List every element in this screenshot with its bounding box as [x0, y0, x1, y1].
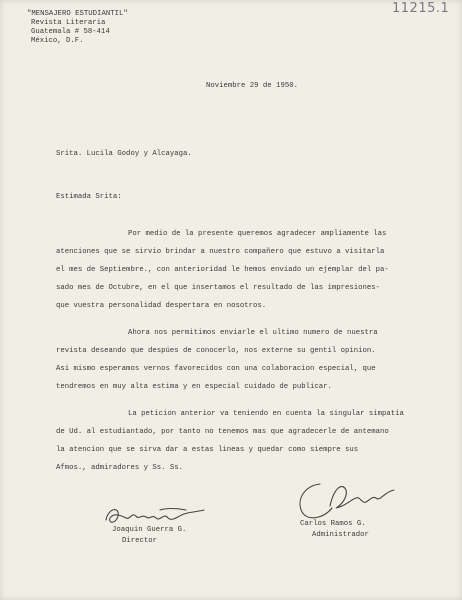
letterhead-street: Guatemala # 58-414 — [31, 28, 110, 36]
paragraph-line: tendremos en muy alta estima y en especial cuidado de publicar. — [56, 383, 332, 391]
paragraph-line: revista deseando que despúes de conocerlo, nos externe su gentil opinion. — [56, 347, 376, 355]
paragraph-line: Asi mismo esperamos vernos favorecidos con una colaboracion especial, que — [56, 365, 376, 373]
paragraph-line: atenciones que se sirvio brindar a nuestro compañero que estuvo a visitarla — [56, 248, 385, 256]
recipient: Srita. Lucila Godoy y Alcayaga. — [56, 150, 192, 158]
letter-date: Noviembre 29 de 1950. — [206, 82, 298, 90]
paragraph-line: Por medio de la presente queremos agradecer ampliamente las — [128, 230, 387, 238]
letterhead-subtitle: Revista Literaria — [31, 19, 106, 27]
signatory-name-director: Joaquin Guerra G. — [112, 526, 187, 534]
signatory-role-director: Director — [122, 537, 158, 545]
handwritten-signature-administrador — [290, 476, 400, 526]
paragraph-line: La peticion anterior va teniendo en cuenta la singular simpatia — [128, 410, 404, 418]
letterhead — [28, 10, 128, 46]
paragraph-line: Afmos., admiradores y Ss. Ss. — [56, 464, 183, 472]
salutation: Estimada Srita: — [56, 193, 122, 201]
paragraph-line: de Ud. al estudiantado, por tanto no tenemos mas que agradecerle de antemano — [56, 428, 389, 436]
signatory-role-administrador: Administrador — [312, 531, 369, 539]
signatory-name-administrador: Carlos Ramos G. — [300, 520, 366, 528]
paragraph-line: sado mes de Octubre, en el que insertamos el resultado de las impresiones- — [56, 284, 381, 292]
paragraph-line: Ahora nos permitimos enviarle el ultimo numero de nuestra — [128, 329, 378, 337]
letterhead-city: México, D.F. — [31, 37, 84, 45]
catalog-number: 11215.1 — [392, 1, 450, 16]
paragraph-line: que vuestra personalidad despertara en nosotros. — [56, 302, 267, 310]
paragraph-line: la atencion que se sirva dar a estas lineas y quedar como siempre sus — [56, 446, 359, 454]
letterhead-magazine-name: "MENSAJERO ESTUDIANTIL" — [27, 10, 128, 18]
paragraph-line: el mes de Septiembre., con anterioridad le hemos enviado un ejemplar del pa- — [56, 266, 389, 274]
